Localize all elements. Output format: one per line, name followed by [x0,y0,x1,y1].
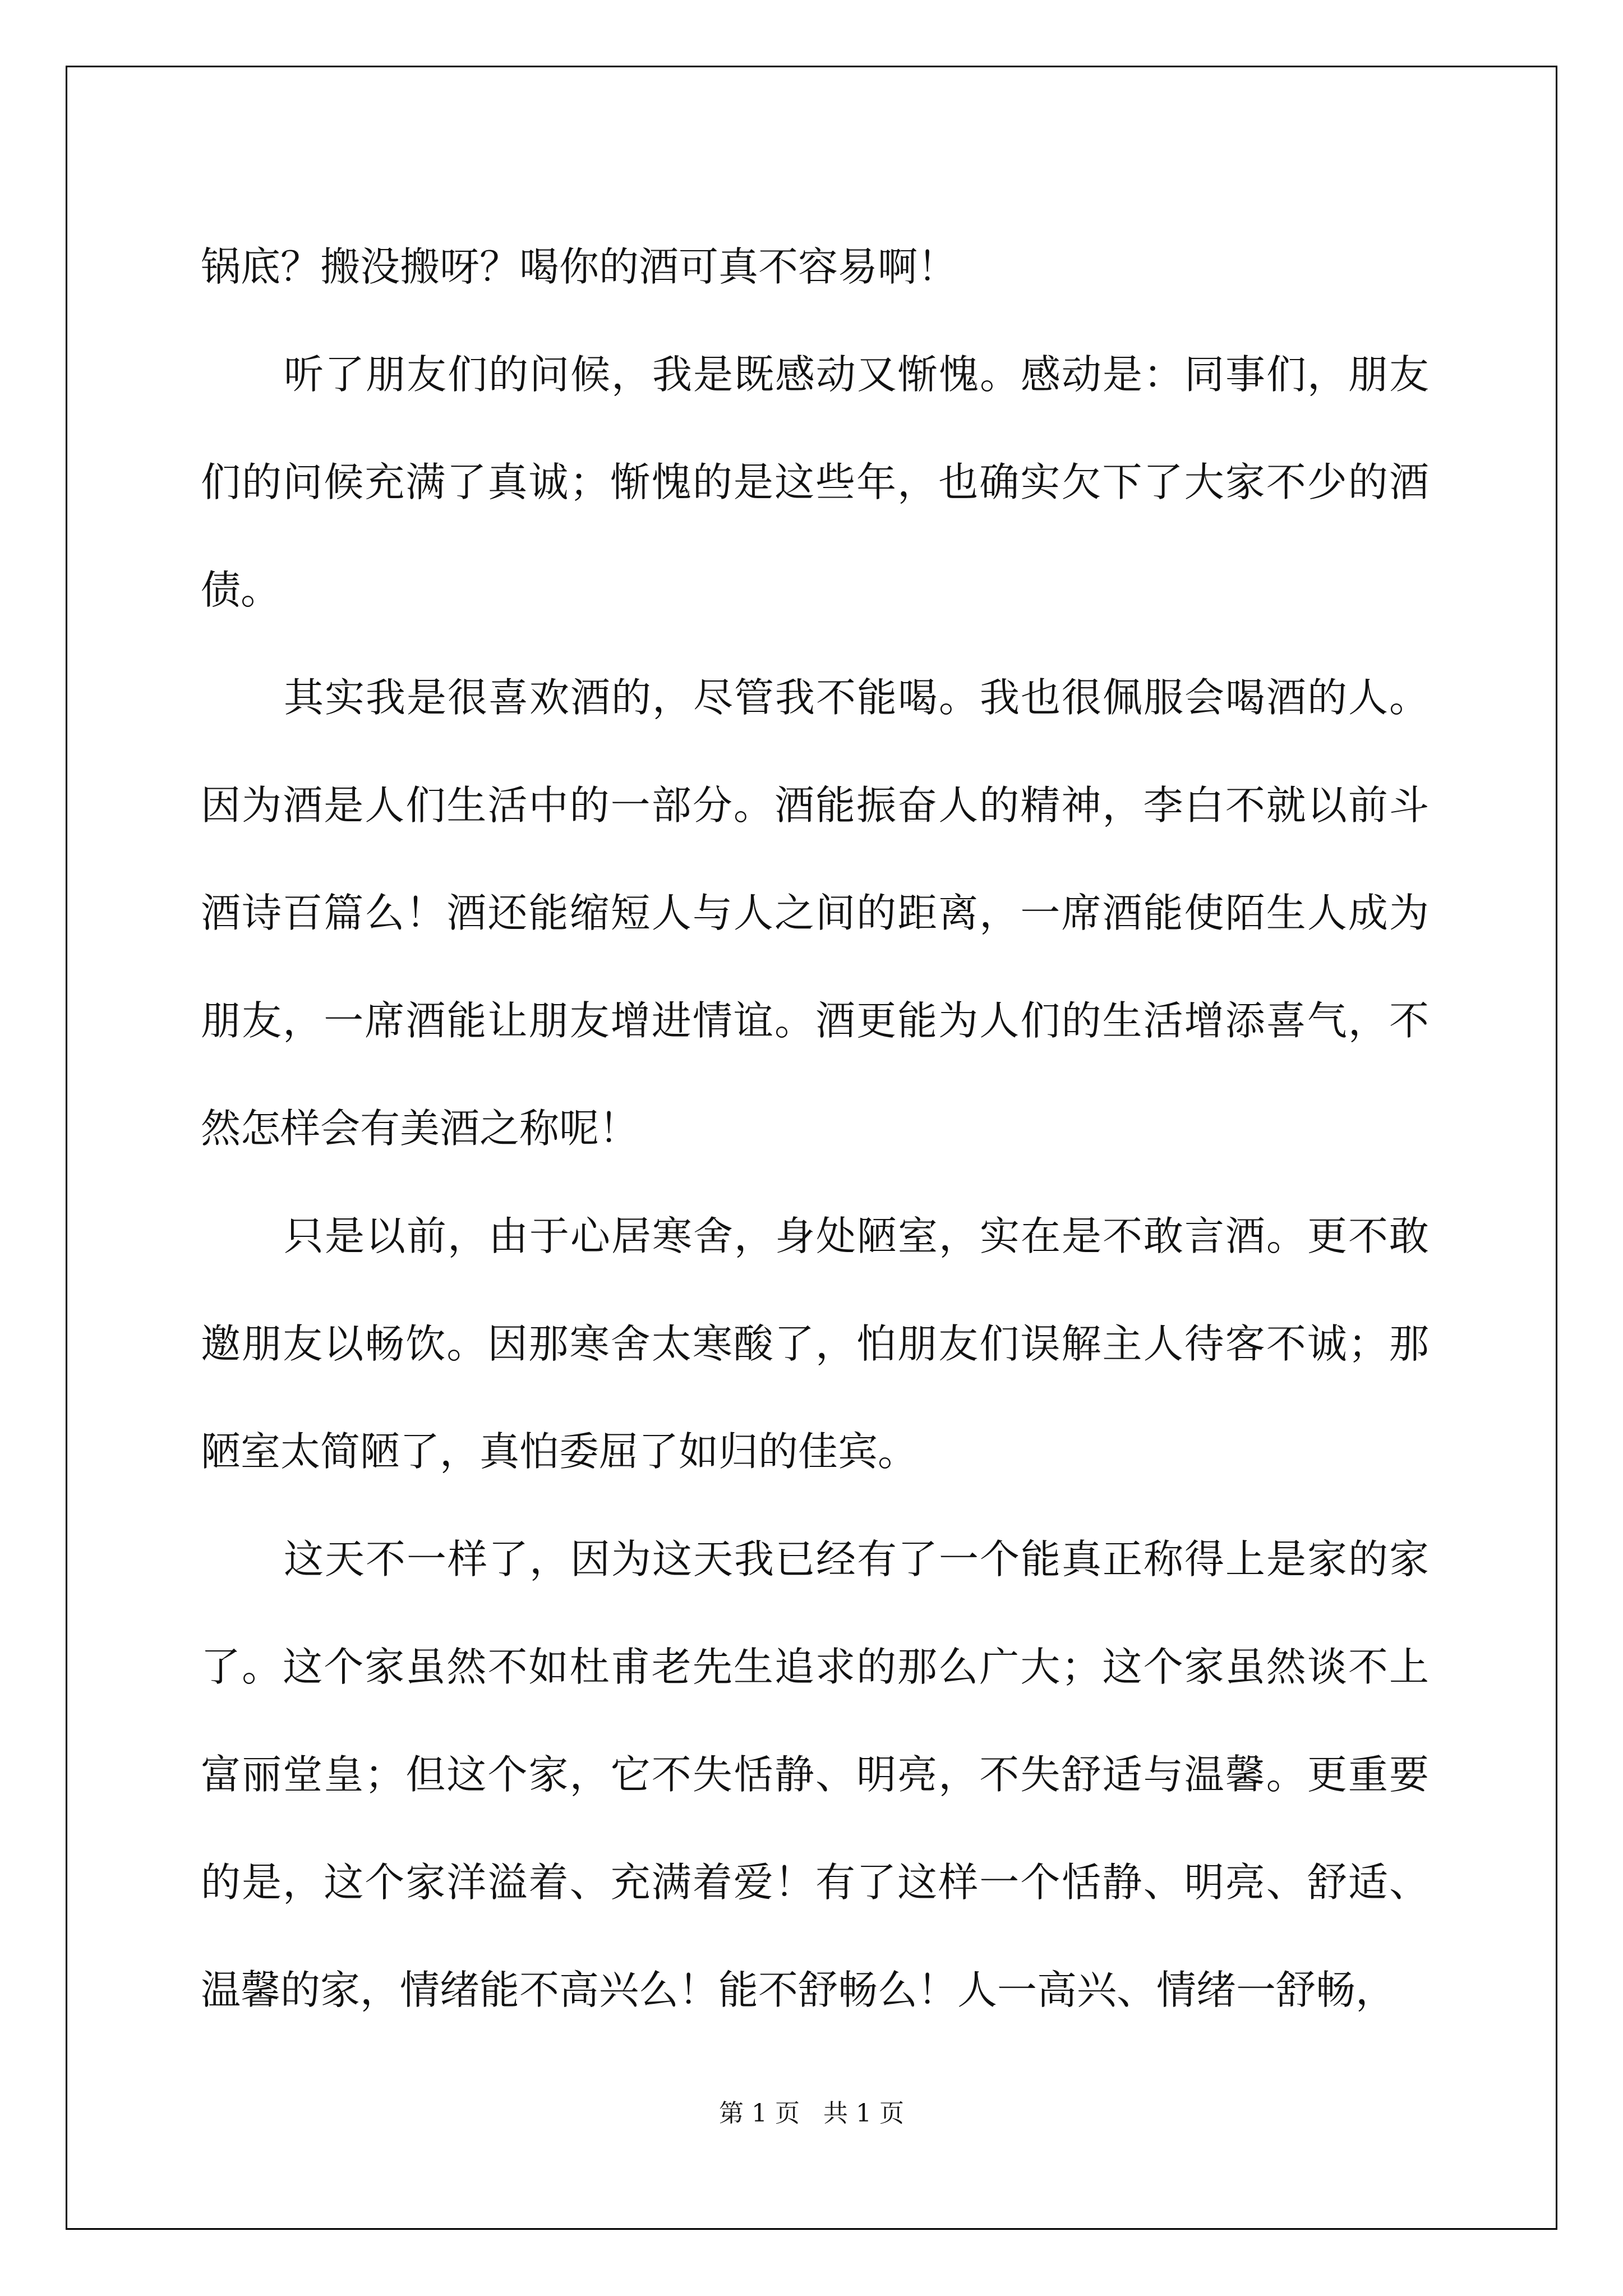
paragraph-3: 其实我是很喜欢酒的，尽管我不能喝。我也很佩服会喝酒的人。因为酒是人们生活中的一部分。酒能振奋人的精神，李白不就以前斗酒诗百篇么！酒还能缩短人与人之间的距离，一席酒能使陌生人成为朋友，一席酒能让朋友增进情谊。酒更能为人们的生活增添喜气，不然怎样会有美酒之称呢！ [201,674,1429,1152]
document-body [201,213,1429,2044]
paragraph-5: 这天不一样了，因为这天我已经有了一个能真正称得上是家的家了。这个家虽然不如杜甫老先生追求的那么广大；这个家虽然谈不上富丽堂皇；但这个家，它不失恬静、明亮，不失舒适与温馨。更重要的是，这个家洋溢着、充满着爱！有了这样一个恬静、明亮、舒适、温馨的家，情绪能不高兴么！能不舒畅么！人一高兴、情绪一舒畅， [201,1536,1429,2013]
paragraph-2: 听了朋友们的问候，我是既感动又惭愧。感动是：同事们，朋友们的问候充满了真诚；惭愧的是这些年，也确实欠下了大家不少的酒债。 [201,351,1429,613]
page-number-footer: 第 1 页 共 1 页 [719,2099,904,2128]
paragraph-1: 锅底？搬没搬呀？喝你的酒可真不容易啊！ [201,243,958,290]
paragraph-4: 只是以前，由于心居寒舍，身处陋室，实在是不敢言酒。更不敢邀朋友以畅饮。因那寒舍太寒酸了，怕朋友们误解主人待客不诚；那陋室太简陋了，真怕委屈了如归的佳宾。 [201,1213,1429,1475]
